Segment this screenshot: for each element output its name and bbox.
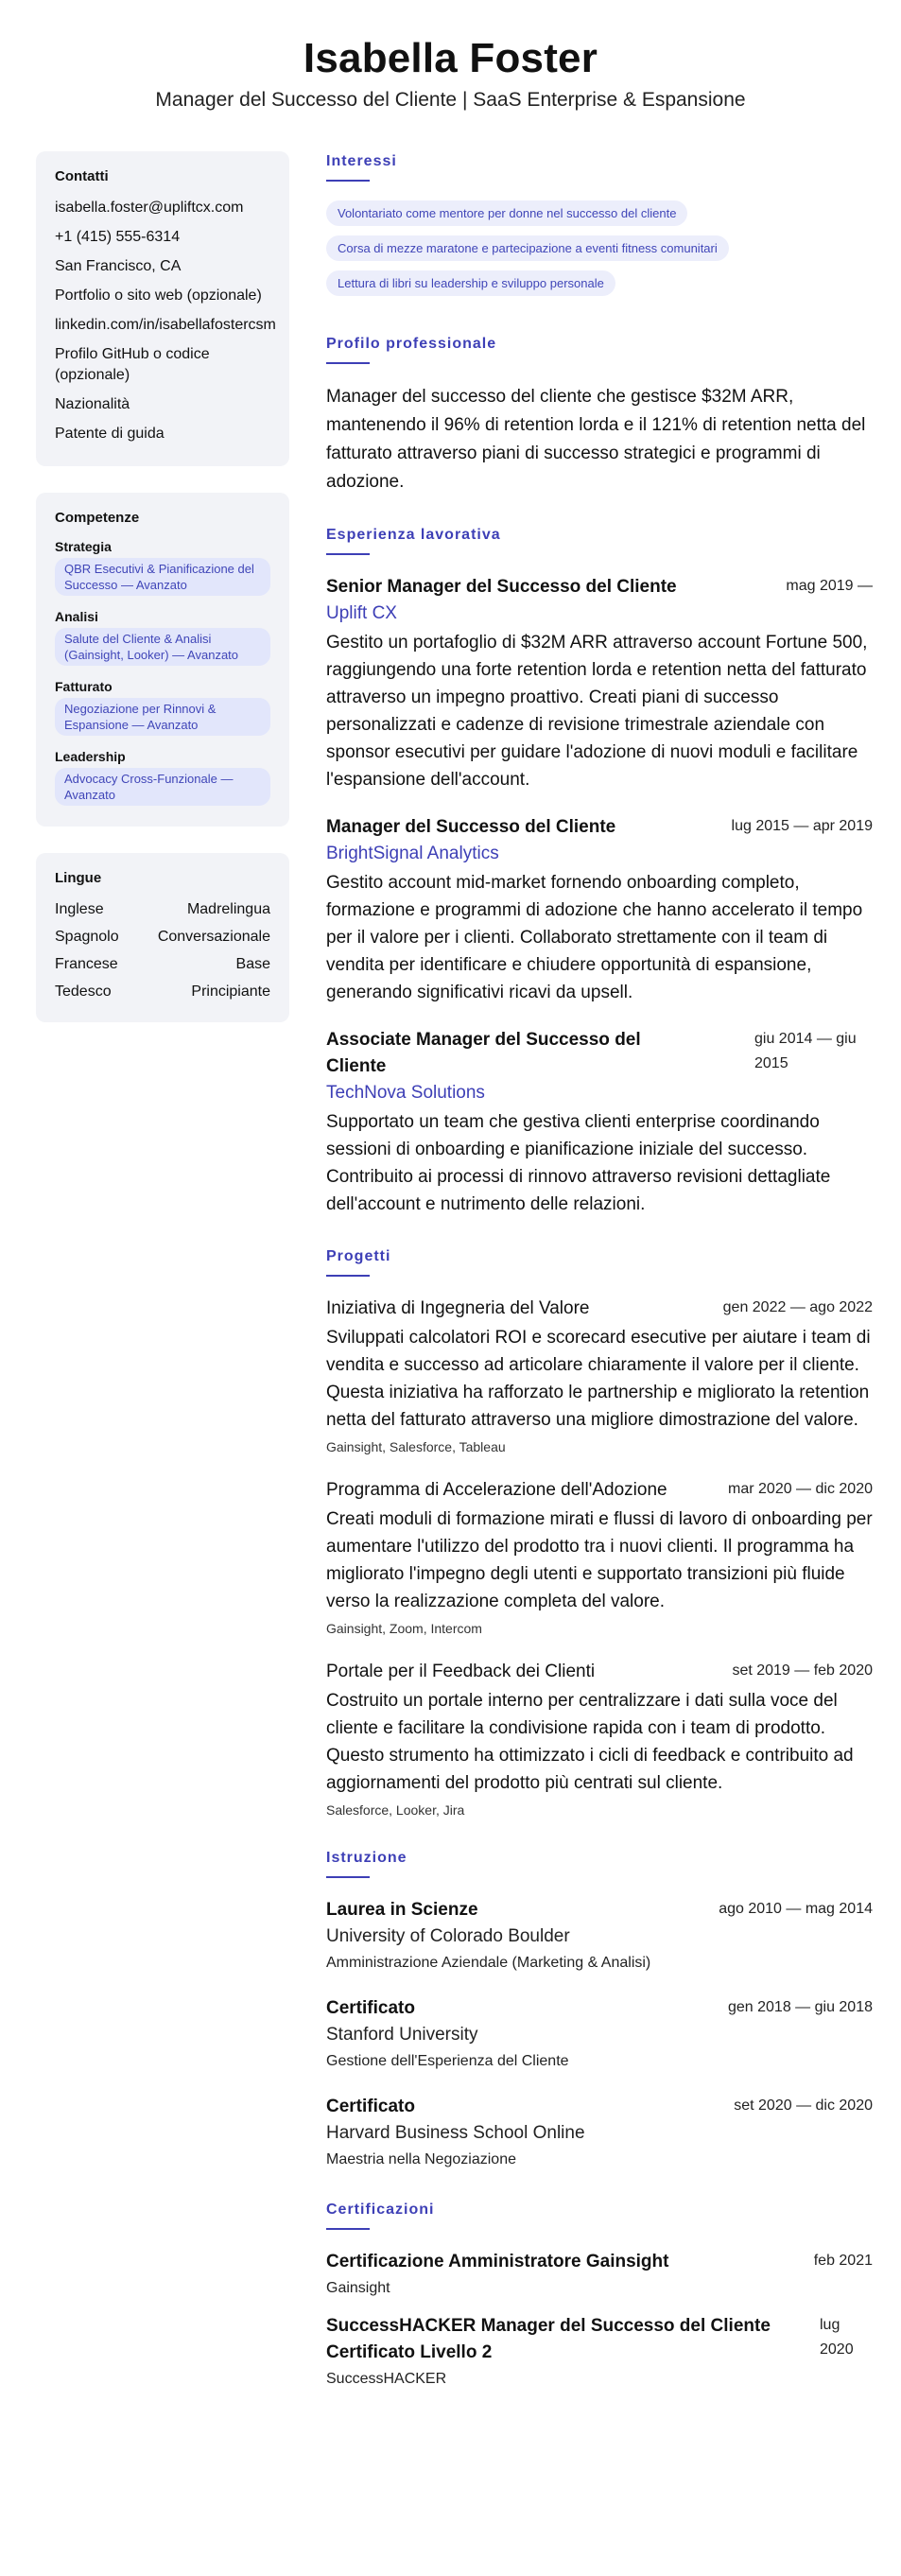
- interest-pill: Volontariato come mentore per donne nel successo del cliente: [326, 200, 687, 226]
- section-title-interests: Interessi: [326, 153, 397, 169]
- school-name: Harvard Business School Online: [326, 2123, 585, 2143]
- company-name: TechNova Solutions: [326, 1083, 485, 1103]
- languages-card: [36, 853, 289, 1022]
- contact-location: San Francisco, CA: [55, 258, 182, 274]
- contact-linkedin: linkedin.com/in/isabellafostercsm: [55, 317, 276, 333]
- contacts-card: [36, 151, 289, 466]
- project-dates: set 2019 — feb 2020: [732, 1662, 873, 1679]
- interests-section: [326, 151, 873, 305]
- company-name: BrightSignal Analytics: [326, 844, 499, 863]
- job-title: Manager del Successo del Cliente: [326, 817, 616, 837]
- education-dates: gen 2018 — giu 2018: [727, 1999, 873, 2015]
- degree-title: Laurea in Scienze: [326, 1900, 478, 1920]
- job-description: Supportato un team che gestiva clienti enterprise coordinando sessioni di onboarding e pianificazione iniziale del successo. Contribuito ai processi di rinnovo attraverso revisioni dettagliate dell'account e nutrimento delle relazioni.: [326, 1112, 831, 1214]
- contact-driving-license: Patente di guida: [55, 426, 165, 442]
- study-field: Amministrazione Aziendale (Marketing & Analisi): [326, 1955, 651, 1971]
- job-dates: giu 2014 — giu 2015: [754, 1031, 857, 1071]
- education-entry: [326, 1995, 873, 2073]
- language-name: Inglese: [55, 901, 104, 917]
- job-dates: mag 2019 —: [786, 578, 873, 594]
- interest-pill: Lettura di libri su leadership e sviluppo personale: [326, 270, 615, 296]
- language-level: Madrelingua: [186, 901, 270, 917]
- job-description: Gestito un portafoglio di $32M ARR attraverso account Fortune 500, raggiungendo una forte retention lorda e retention netta del fatturato attraverso un impegno proattivo. Creati piani di successo personalizzati e cadenze di revisione trimestrale aziendale con sponsor esecutivi per guidare l'adozione di nuovi moduli e facilitare l'espansione dell'account.: [326, 633, 868, 790]
- skill-group: [55, 609, 270, 673]
- degree-title: Certificato: [326, 2097, 415, 2116]
- study-field: Maestria nella Negoziazione: [326, 2151, 516, 2167]
- experience-entry: [326, 814, 873, 1006]
- project-entry: [326, 1477, 873, 1638]
- project-entry: [326, 1296, 873, 1456]
- certification-name: SuccessHACKER Manager del Successo del Cliente Certificato Livello 2: [326, 2316, 771, 2362]
- skill-group: [55, 679, 270, 743]
- certification-date: feb 2021: [813, 2253, 873, 2269]
- certifications-section: [326, 2200, 873, 2391]
- skill-group-title: Fatturato: [55, 679, 113, 694]
- skill-pill: Advocacy Cross-Funzionale — Avanzato: [55, 768, 270, 806]
- section-title-experience: Esperienza lavorativa: [326, 527, 501, 543]
- sidebar: [36, 151, 289, 1049]
- certification-name: Certificazione Amministratore Gainsight: [326, 2252, 669, 2271]
- project-tech: Gainsight, Salesforce, Tableau: [326, 1439, 506, 1454]
- section-divider: [326, 1275, 370, 1277]
- projects-section: [326, 1246, 873, 1819]
- project-name: Programma di Accelerazione dell'Adozione: [326, 1480, 667, 1500]
- interest-pill: Corsa di mezze maratone e partecipazione a eventi fitness comunitari: [326, 235, 729, 261]
- contact-github: Profilo GitHub o codice (opzionale): [55, 346, 210, 383]
- certification-date: lug 2020: [820, 2317, 854, 2358]
- contact-phone: +1 (415) 555-6314: [55, 229, 181, 245]
- degree-title: Certificato: [326, 1998, 415, 2018]
- language-row: [55, 982, 270, 1002]
- language-level: Base: [235, 956, 270, 972]
- skill-pill: Salute del Cliente & Analisi (Gainsight, Looker) — Avanzato: [55, 628, 270, 666]
- section-divider: [326, 180, 370, 182]
- section-title-profile: Profilo professionale: [326, 336, 497, 352]
- language-row: [55, 927, 270, 948]
- school-name: Stanford University: [326, 2025, 478, 2045]
- company-name: Uplift CX: [326, 603, 397, 623]
- project-dates: mar 2020 — dic 2020: [728, 1481, 873, 1497]
- candidate-name: Isabella Foster: [303, 35, 598, 81]
- skills-card: [36, 493, 289, 827]
- section-divider: [326, 553, 370, 555]
- education-entry: [326, 1897, 873, 1975]
- language-row: [55, 954, 270, 975]
- project-dates: gen 2022 — ago 2022: [722, 1299, 873, 1315]
- skill-group: [55, 539, 270, 603]
- project-tech: Salesforce, Looker, Jira: [326, 1802, 465, 1818]
- certification-entry: [326, 2313, 873, 2391]
- language-level: Conversazionale: [157, 929, 270, 945]
- project-description: Creati moduli di formazione mirati e flussi di lavoro di onboarding per aumentare l'utilizzo del prodotto tra i nuovi clienti. Il programma ha migliorato l'impegno degli utenti e supportato transizioni più fluide verso la realizzazione completa del valore.: [326, 1509, 873, 1611]
- certification-issuer: SuccessHACKER: [326, 2371, 447, 2387]
- section-title-education: Istruzione: [326, 1850, 407, 1866]
- language-name: Francese: [55, 956, 118, 972]
- section-divider: [326, 1876, 370, 1878]
- profile-section: [326, 334, 873, 496]
- project-entry: [326, 1659, 873, 1819]
- skill-group: [55, 749, 270, 813]
- section-divider: [326, 362, 370, 364]
- experience-entry: [326, 1027, 873, 1218]
- skill-pill: QBR Esecutivi & Pianificazione del Successo — Avanzato: [55, 558, 270, 596]
- project-tech: Gainsight, Zoom, Intercom: [326, 1621, 482, 1636]
- certification-issuer: Gainsight: [326, 2280, 390, 2296]
- job-title: Senior Manager del Successo del Cliente: [326, 577, 677, 597]
- project-name: Portale per il Feedback dei Clienti: [326, 1662, 596, 1681]
- experience-entry: [326, 574, 873, 793]
- language-name: Spagnolo: [55, 929, 119, 945]
- job-title: Associate Manager del Successo del Cliente: [326, 1030, 641, 1076]
- section-divider: [326, 2228, 370, 2230]
- education-dates: set 2020 — dic 2020: [734, 2097, 873, 2114]
- education-entry: [326, 2094, 873, 2171]
- resume-header: [0, 0, 901, 113]
- language-row: [55, 899, 270, 920]
- language-level: Principiante: [191, 983, 270, 1000]
- education-dates: ago 2010 — mag 2014: [719, 1901, 873, 1917]
- job-description: Gestito account mid-market fornendo onboarding completo, formazione e programmi di adozione che hanno accelerato il tempo per il valore per i clienti. Collaborato strettamente con il team di vendita per identificare e chiudere opportunità di espansione, generando significativi ricavi da upsell.: [326, 873, 863, 1002]
- contact-email: isabella.foster@upliftcx.com: [55, 200, 244, 216]
- languages-title: Lingue: [55, 870, 102, 886]
- skills-title: Competenze: [55, 510, 140, 526]
- language-name: Tedesco: [55, 983, 112, 1000]
- project-description: Sviluppati calcolatori ROI e scorecard esecutive per aiutare i team di vendita e successo ad articolare chiaramente il valore per il cliente. Questa iniziativa ha rafforzato le partnership e migliorato la retention netta del fatturato attraverso una migliore dimostrazione del valore.: [326, 1328, 871, 1430]
- candidate-headline: Manager del Successo del Cliente | SaaS Enterprise & Espansione: [155, 89, 746, 111]
- project-name: Iniziativa di Ingegneria del Valore: [326, 1298, 590, 1318]
- section-title-projects: Progetti: [326, 1248, 391, 1264]
- certification-entry: [326, 2249, 873, 2300]
- study-field: Gestione dell'Esperienza del Cliente: [326, 2053, 569, 2069]
- section-title-certifications: Certificazioni: [326, 2202, 435, 2218]
- education-section: [326, 1848, 873, 2171]
- project-description: Costruito un portale interno per centralizzare i dati sulla voce del cliente e facilitare la condivisione rapida con i team di prodotto. Questo strumento ha ottimizzato i cicli di feedback e contribuito ad aggiornamenti del prodotto più centrati sul cliente.: [326, 1691, 854, 1793]
- skill-pill: Negoziazione per Rinnovi & Espansione — Avanzato: [55, 698, 270, 736]
- skill-group-title: Leadership: [55, 749, 126, 764]
- profile-summary: Manager del successo del cliente che gestisce $32M ARR, mantenendo il 96% di retention lorda e il 121% di retention netta del fatturato attraverso piani di successo strategici e programmi di adozione.: [326, 387, 866, 492]
- job-dates: lug 2015 — apr 2019: [731, 818, 873, 834]
- contact-portfolio: Portfolio o sito web (opzionale): [55, 287, 262, 304]
- contact-nationality: Nazionalità: [55, 396, 130, 412]
- skill-group-title: Strategia: [55, 539, 112, 554]
- experience-section: [326, 525, 873, 1218]
- school-name: University of Colorado Boulder: [326, 1926, 570, 1946]
- contacts-title: Contatti: [55, 168, 109, 184]
- main-content: [326, 151, 873, 2419]
- skill-group-title: Analisi: [55, 609, 98, 624]
